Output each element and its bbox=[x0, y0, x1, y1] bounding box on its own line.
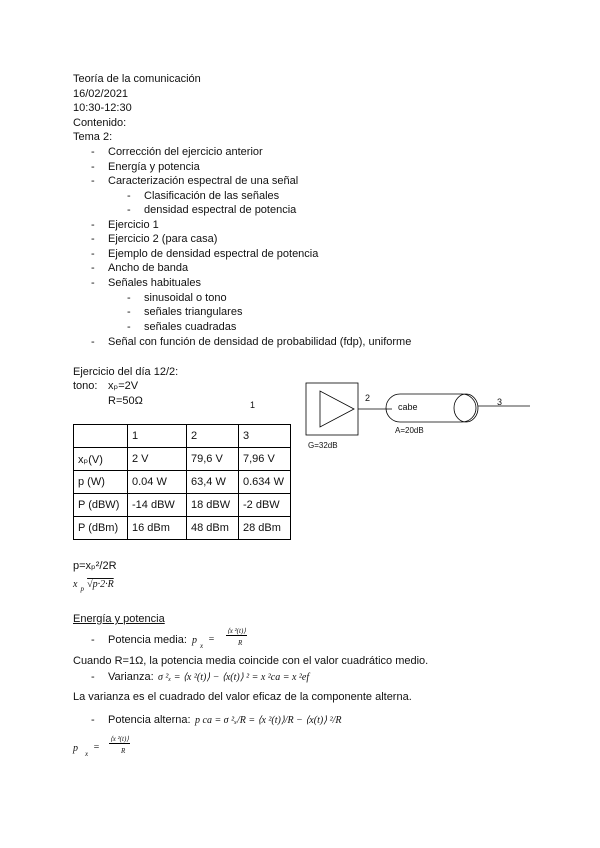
bullet-dash: - bbox=[127, 292, 131, 304]
table-row bbox=[74, 494, 291, 517]
r1-note: Cuando R=1Ω, la potencia media coincide con el valor cuadrático medio. bbox=[73, 655, 429, 667]
r-value: R=50Ω bbox=[108, 395, 143, 407]
table-cell: 16 dBm bbox=[128, 517, 187, 540]
outline-item: Señal con función de densidad de probabilidad (fdp), uniforme bbox=[108, 336, 412, 348]
point-label-1: 1 bbox=[250, 400, 256, 410]
amplitude-formula: x $_p$ √p·2·R bbox=[73, 579, 114, 593]
table-cell bbox=[74, 425, 128, 448]
table-row bbox=[74, 471, 291, 494]
mean-power-label: Potencia media: bbox=[108, 634, 187, 646]
variance-label: Varianza: bbox=[108, 671, 154, 683]
document-title: Teoría de la comunicación bbox=[73, 73, 201, 85]
table-row bbox=[74, 448, 291, 471]
bullet-dash: - bbox=[91, 175, 95, 187]
bullet-dash: - bbox=[91, 671, 95, 683]
variance-formula: σ ²ₓ = ⟨x ²(t)⟩ − ⟨x(t)⟩ ² = x ²ca = x ²ef bbox=[158, 672, 310, 683]
table-cell: 2 bbox=[187, 425, 239, 448]
table-cell: 3 bbox=[239, 425, 291, 448]
outline-item: Ancho de banda bbox=[108, 262, 189, 274]
table-cell: P (dBW) bbox=[74, 494, 128, 517]
bullet-dash: - bbox=[127, 190, 131, 202]
bullet-dash: - bbox=[91, 161, 95, 173]
table-cell: 48 dBm bbox=[187, 517, 239, 540]
bullet-dash: - bbox=[91, 262, 95, 274]
bullet-dash: - bbox=[91, 277, 95, 289]
outline-subitem: Clasificación de las señales bbox=[144, 190, 280, 202]
table-cell: 7,96 V bbox=[239, 448, 291, 471]
document-time: 10:30-12:30 bbox=[73, 102, 132, 114]
bullet-dash: - bbox=[127, 306, 131, 318]
table-cell: xₚ(V) bbox=[74, 448, 128, 471]
amplifier-box bbox=[306, 383, 358, 435]
bullet-dash: - bbox=[91, 714, 95, 726]
outline-subitem: densidad espectral de potencia bbox=[144, 204, 297, 216]
amplifier-triangle-icon bbox=[320, 391, 354, 427]
outline-subitem: señales triangulares bbox=[144, 306, 243, 318]
contents-label: Contenido: bbox=[73, 117, 127, 129]
outline-item: Caracterización espectral de una señal bbox=[108, 175, 299, 187]
variance-note: La varianza es el cuadrado del valor eficaz de la componente alterna. bbox=[73, 691, 412, 703]
power-formula: p=xₚ²/2R bbox=[73, 560, 117, 572]
gain-label: G=32dB bbox=[308, 441, 338, 450]
outline-item: Señales habituales bbox=[108, 277, 201, 289]
bullet-dash: - bbox=[91, 248, 95, 260]
table-cell: 0.04 W bbox=[128, 471, 187, 494]
node-label-3: 3 bbox=[497, 397, 503, 407]
cable-end bbox=[454, 394, 478, 422]
table-cell: P (dBm) bbox=[74, 517, 128, 540]
bullet-dash: - bbox=[127, 204, 131, 216]
outline-item: Ejemplo de densidad espectral de potencia bbox=[108, 248, 319, 260]
table-cell: 0.634 W bbox=[239, 471, 291, 494]
outline-item: Energía y potencia bbox=[108, 161, 200, 173]
outline-item: Corrección del ejercicio anterior bbox=[108, 146, 263, 158]
outline-item: Ejercicio 1 bbox=[108, 219, 159, 231]
xp-value: xₚ=2V bbox=[108, 380, 139, 392]
exercise-heading: Ejercicio del día 12/2: bbox=[73, 366, 179, 378]
table-cell: p (W) bbox=[74, 471, 128, 494]
document-date: 16/02/2021 bbox=[73, 88, 129, 100]
section-heading-energy: Energía y potencia bbox=[73, 613, 165, 625]
bullet-dash: - bbox=[91, 146, 95, 158]
table-cell: 2 V bbox=[128, 448, 187, 471]
results-table bbox=[73, 424, 291, 540]
table-cell: 28 dBm bbox=[239, 517, 291, 540]
bullet-dash: - bbox=[91, 219, 95, 231]
table-cell: 1 bbox=[128, 425, 187, 448]
topic-label: Tema 2: bbox=[73, 131, 113, 143]
table-header-row bbox=[74, 425, 291, 448]
alt-power-formula: p ca = σ ²ₓ/R = ⟨x ²(t)⟩/R − ⟨x(t)⟩ ²/R bbox=[195, 715, 342, 726]
table-cell: -2 dBW bbox=[239, 494, 291, 517]
table-cell: 79,6 V bbox=[187, 448, 239, 471]
cable-label: cabe bbox=[398, 402, 418, 412]
table-cell: -14 dBW bbox=[128, 494, 187, 517]
bullet-dash: - bbox=[91, 336, 95, 348]
table-cell: 18 dBW bbox=[187, 494, 239, 517]
outline-subitem: señales cuadradas bbox=[144, 321, 237, 333]
alt-power-label: Potencia alterna: bbox=[108, 714, 191, 726]
bullet-dash: - bbox=[91, 233, 95, 245]
table-row bbox=[74, 517, 291, 540]
node-label-2: 2 bbox=[365, 393, 371, 403]
tono-label: tono: bbox=[73, 380, 98, 392]
bullet-dash: - bbox=[127, 321, 131, 333]
bullet-dash: - bbox=[91, 634, 95, 646]
attenuation-label: A=20dB bbox=[395, 426, 424, 435]
table-cell: 63,4 W bbox=[187, 471, 239, 494]
outline-item: Ejercicio 2 (para casa) bbox=[108, 233, 218, 245]
outline-subitem: sinusoidal o tono bbox=[144, 292, 227, 304]
